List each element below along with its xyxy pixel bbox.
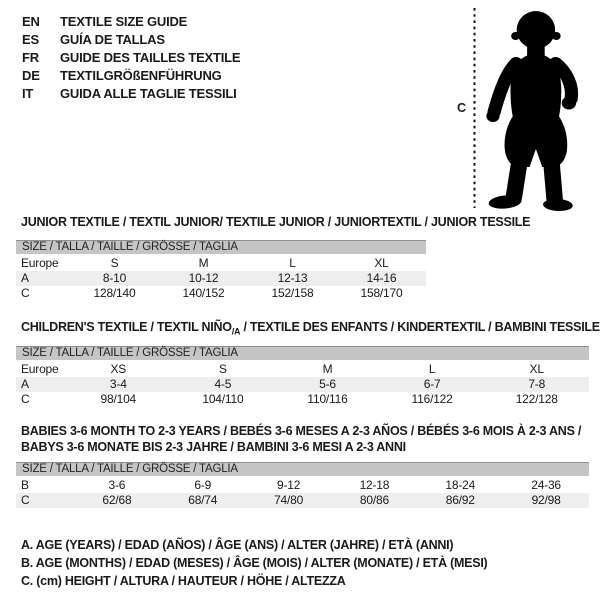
table-cell: 80/86 [359,493,389,507]
footnote-a: A. AGE (YEARS) / EDAD (AÑOS) / ÂGE (ANS) / ALTER (JAHRE) / ETÀ (ANNI) [21,538,454,552]
lang-code: FR [22,50,39,65]
babies-size-table [16,462,589,508]
lang-code: ES [22,32,39,47]
table-cell: 5-6 [319,377,336,391]
table-row [16,377,589,392]
babies-title-line1: BABIES 3-6 MONTH TO 2-3 YEARS / BEBÉS 3-6 MESES A 2-3 AÑOS / BÉBÉS 3-6 MOIS À 2-3 ANS / [21,424,582,438]
lang-title: GUÍA DE TALLAS [60,32,165,47]
table-cell: S [110,256,119,270]
table-cell: M [322,362,333,376]
table-row [16,478,589,493]
table-cell: 92/98 [531,493,561,507]
table-cell: 122/128 [515,392,558,406]
children-size-header-bar: SIZE / TALLA / TAILLE / GRÖSSE / TAGLIA [16,346,589,360]
language-legend [22,13,240,103]
row-label: A [21,271,29,285]
lang-code: IT [22,86,34,101]
row-label: C [21,493,30,507]
lang-title: TEXTILGRÖßENFÜHRUNG [60,68,222,83]
junior-table-title: JUNIOR TEXTILE / TEXTIL JUNIOR/ TEXTILE JUNIOR / JUNIORTEXTIL / JUNIOR TESSILE [21,215,531,229]
height-reference-label: C [457,101,467,115]
baby-silhouette-figure [440,0,600,215]
table-cell: 24-36 [531,478,561,492]
table-cell: 6-9 [194,478,212,492]
lang-row-fr [22,49,240,67]
table-cell: 68/74 [188,493,218,507]
children-title-text: / TEXTILE DES ENFANTS / KINDERTEXTIL / BAMBINI TESSILE [240,320,600,334]
babies-title-line2: BABYS 3-6 MONATE BIS 2-3 JAHRE / BAMBINI 3-6 MESI A 2-3 ANNI [21,440,406,454]
table-row [16,286,426,301]
table-row [16,392,589,407]
table-cell: 4-5 [214,377,232,391]
table-cell: 98/104 [100,392,137,406]
row-label: A [21,377,29,391]
table-cell: 104/110 [202,392,244,406]
table-cell: XL [374,256,389,270]
table-cell: 10-12 [188,271,219,285]
table-cell: S [218,362,227,376]
table-cell: 110/116 [307,392,348,406]
table-cell: 12-13 [277,271,308,285]
table-cell: 152/158 [271,286,314,300]
lang-title: GUIDE DES TAILLES TEXTILE [60,50,241,65]
footnote-c: C. (cm) HEIGHT / ALTURA / HAUTEUR / HÖHE / ALTEZZA [21,574,346,588]
lang-title: TEXTILE SIZE GUIDE [60,14,188,29]
table-cell: XL [529,362,544,376]
footnote-b: B. AGE (MONTHS) / EDAD (MESES) / ÂGE (MOIS) / ALTER (MONATE) / ETÀ (MESI) [21,556,488,570]
toddler-silhouette-icon [486,11,576,212]
table-cell: XS [110,362,127,376]
lang-row-it [22,85,240,103]
table-cell: 6-7 [423,377,441,391]
table-cell: 140/152 [182,286,225,300]
babies-table-title [21,423,581,455]
table-cell: L [428,362,436,376]
table-cell: M [198,256,209,270]
table-cell: 74/80 [274,493,304,507]
table-cell: 86/92 [445,493,475,507]
children-size-table [16,346,589,407]
table-cell: L [289,256,296,270]
children-title-text: CHILDREN'S TEXTILE / TEXTIL NIÑO [21,320,232,334]
row-label: Europe [21,362,59,376]
table-row [16,362,589,377]
lang-row-en [22,13,240,31]
table-cell: 8-10 [102,271,127,285]
table-cell: 12-18 [359,478,390,492]
row-label: Europe [21,256,59,270]
lang-row-de [22,67,240,85]
table-cell: 3-4 [109,377,127,391]
junior-size-header-bar: SIZE / TALLA / TAILLE / GRÖSSE / TAGLIA [16,240,426,254]
table-row [16,271,426,286]
row-label: C [21,286,30,300]
row-label: C [21,392,30,406]
table-row [16,256,426,271]
lang-title: GUIDA ALLE TAGLIE TESSILI [60,86,237,101]
babies-size-header-bar: SIZE / TALLA / TAILLE / GRÖSSE / TAGLIA [16,462,589,476]
lang-row-es [22,31,240,49]
table-cell: 128/140 [93,286,136,300]
table-cell: 7-8 [528,377,546,391]
children-table-title [21,320,600,337]
lang-code: EN [22,14,40,29]
table-cell: 9-12 [276,478,301,492]
table-cell: 158/170 [360,286,403,300]
lang-code: DE [22,68,40,83]
footnotes [21,536,487,590]
table-cell: 3-6 [108,478,126,492]
table-cell: 62/68 [102,493,132,507]
children-title-subscript: /A [231,326,241,337]
table-row [16,493,589,508]
junior-size-table [16,240,426,301]
table-cell: 18-24 [445,478,476,492]
table-cell: 14-16 [366,271,397,285]
row-label: B [21,478,29,492]
table-cell: 116/122 [411,392,453,406]
